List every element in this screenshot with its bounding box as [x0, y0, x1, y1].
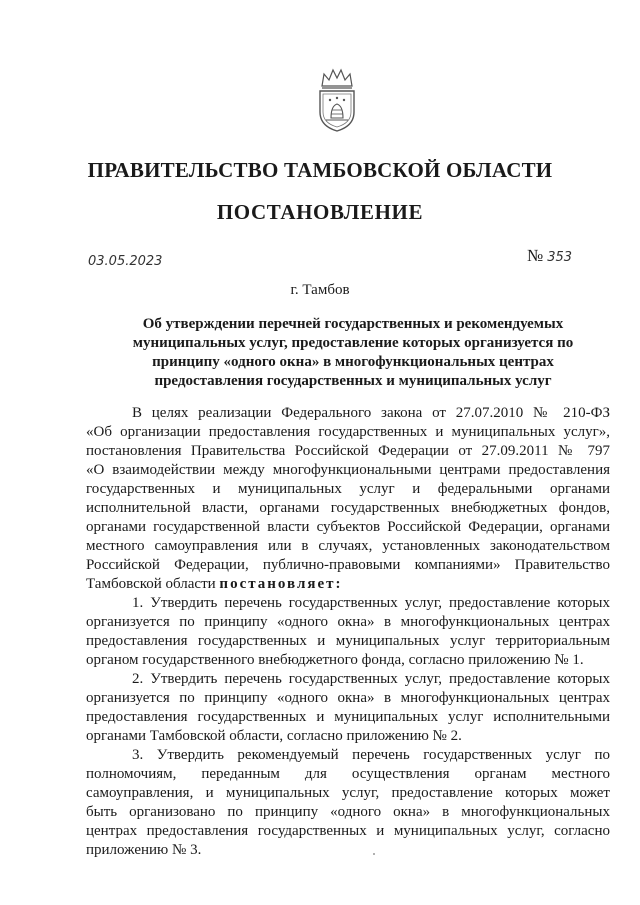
body-line: центрах предоставления государственных и муниципальных услуг, согласно: [86, 823, 610, 839]
body-line: государственных и муниципальных услуг и федеральными органами: [86, 481, 610, 497]
body-line: постановления Правительства Российской Федерации от 27.09.2011 № 797: [86, 443, 610, 459]
subject-line: муниципальных услуг, предоставление которых организуется по: [132, 335, 574, 351]
body-line: 3. Утвердить рекомендуемый перечень государственных услуг по: [132, 747, 610, 763]
item-1-paragraph: [86, 594, 610, 670]
body-line: приложению № 3.: [86, 842, 202, 858]
preamble-end: Тамбовской области: [86, 576, 216, 592]
decree-word: постановляет: [219, 576, 336, 592]
tambov-region-coat-of-arms-icon: [314, 66, 360, 134]
body-line: организуется по принципу «одного окна» в многофункциональных центрах: [86, 614, 610, 630]
body-line: органами Тамбовской области, согласно приложению № 2.: [86, 728, 462, 744]
body-line: быть организовано по принципу «одного окна» в многофункциональных: [86, 804, 610, 820]
document-number: [527, 246, 572, 266]
item-3-paragraph: [86, 746, 610, 860]
document-date: 03.05.2023: [88, 254, 163, 269]
scan-speck: [373, 853, 375, 855]
preamble-paragraph: [86, 404, 610, 594]
subject-line: предоставления государственных и муниципальных услуг: [154, 373, 552, 389]
document-type: ПОСТАНОВЛЕНИЕ: [216, 200, 424, 224]
body-line: предоставления государственных и муниципальных услуг исполнительными: [86, 709, 610, 725]
body-line: полномочиям, переданным для осуществления органам местного: [86, 766, 610, 782]
organization-title: ПРАВИТЕЛЬСТВО ТАМБОВСКОЙ ОБЛАСТИ: [87, 158, 553, 182]
body-line: организуется по принципу «одного окна» в многофункциональных центрах: [86, 690, 610, 706]
body-line: органом государственного внебюджетного фонда, согласно приложению № 1.: [86, 652, 584, 668]
subject-line: принципу «одного окна» в многофункциональных центрах: [152, 354, 554, 370]
body-line: местного самоуправления или в случаях, установленных законодательством: [86, 538, 610, 554]
document-subject: [118, 315, 588, 391]
body-line: В целях реализации Федерального закона от 27.07.2010 № 210-ФЗ: [132, 405, 610, 421]
body-line: «О взаимодействии между многофункциональными центрами предоставления: [86, 462, 610, 478]
body-line: «Об организации предоставления государственных и муниципальных услуг»,: [86, 424, 610, 440]
decree-colon: :: [335, 576, 341, 592]
body-line: органами государственной власти субъектов Российской Федерации, органами: [86, 519, 610, 535]
body-line: Российской Федерации, публично-правовыми компаниями» Правительство: [86, 557, 610, 573]
body-line: 2. Утвердить перечень государственных услуг, предоставление которых: [132, 671, 610, 687]
item-2-paragraph: [86, 670, 610, 746]
number-sign: №: [527, 246, 544, 265]
number-value: 353: [547, 250, 573, 265]
body-line: предоставления государственных и муниципальных услуг территориальным: [86, 633, 610, 649]
body-line: самоуправления, и муниципальных услуг, предоставление которых может: [86, 785, 610, 801]
document-body: [86, 404, 610, 860]
decree-line: [86, 575, 610, 594]
subject-line: Об утверждении перечней государственных и рекомендуемых: [142, 316, 564, 332]
body-line: исполнительной власти, органами государственных внебюджетных фондов,: [86, 500, 610, 516]
city: г. Тамбов: [290, 282, 350, 298]
body-line: 1. Утвердить перечень государственных услуг, предоставление которых: [132, 595, 610, 611]
